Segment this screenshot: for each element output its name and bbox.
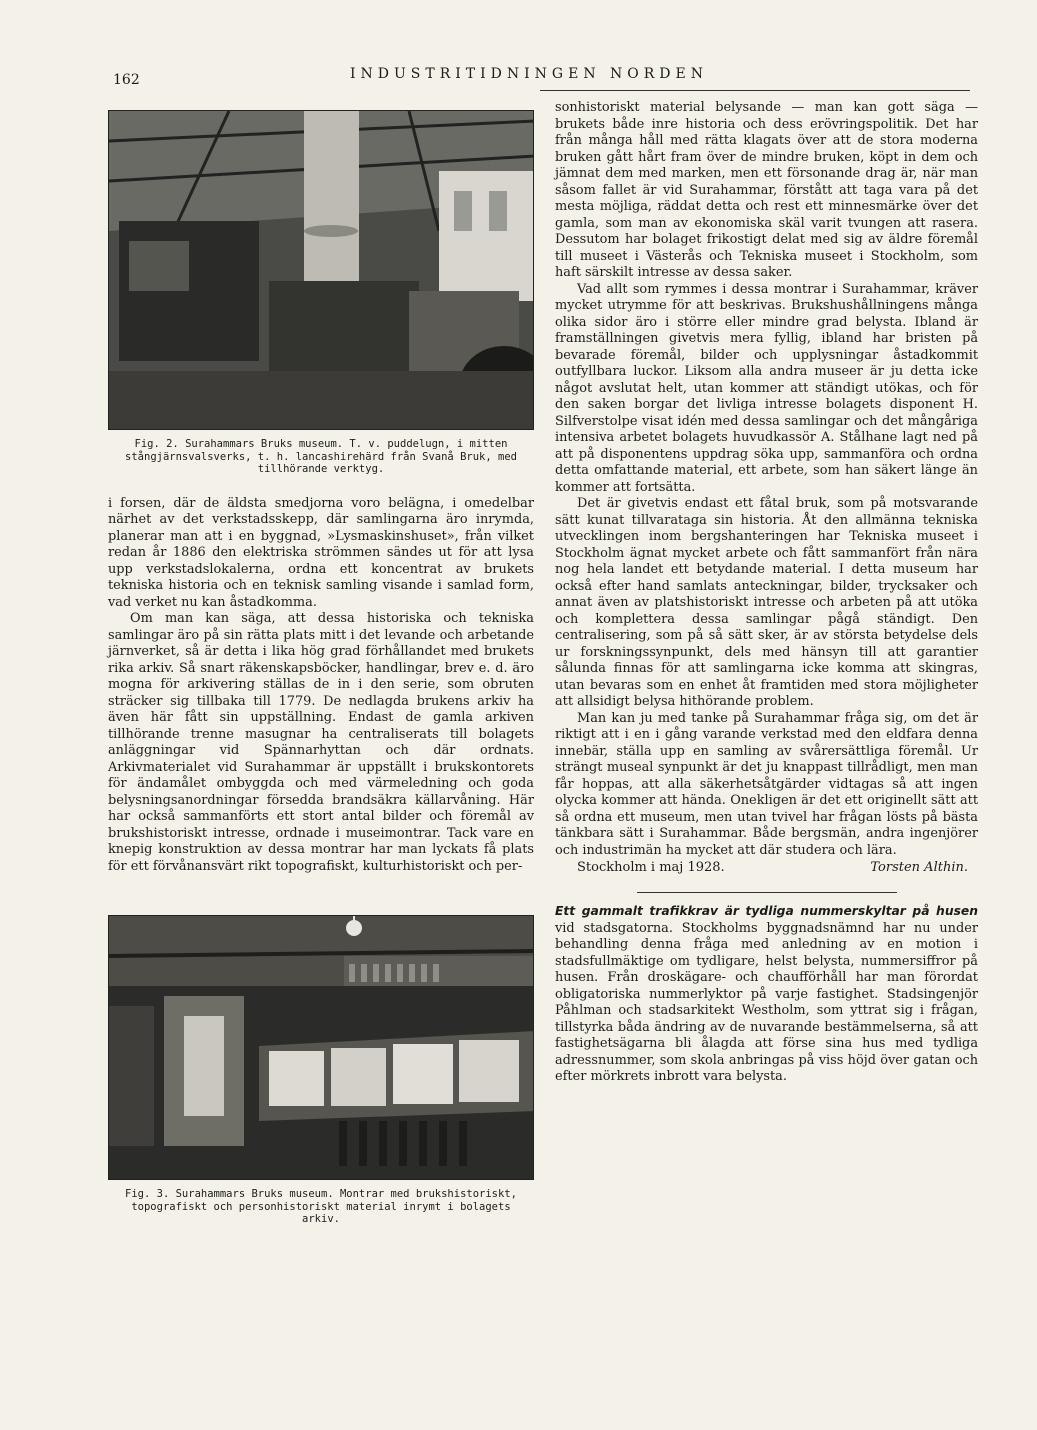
museum-showcases-image <box>109 916 534 1179</box>
page-number: 162 <box>113 72 140 88</box>
signature-line <box>555 859 978 876</box>
right-paragraph-2: Vad allt som rymmes i dessa montrar i Surahammar, kräver mycket utrymme för att beskrivas. Brukshushållningens många olika sidor äro i större eller mindre grad belysta. Ibland är framställningen givetvis mera fyllig, ibland har bristen på bevarade föremål, bilder och upplysningar åstadkommit outfyllbara luckor. Liksom alla andra museer är ju detta icke något avslutat helt, utan kommer att ständigt utökas, och för den saken borgar det livliga intresse bolagets disponent H. Silfverstolpe visat idén med dessa samlingar och det mångåriga intensiva arbetet bolagets huvudkassör A. Stålhane lagt ned på att på disponentens uppdrag söka upp, sammanföra och ordna detta omfattande material, ett arbete, som han säkert länge än kommer att fortsätta. <box>555 281 978 495</box>
right-column <box>555 100 978 1086</box>
right-body <box>555 100 978 859</box>
header-rule <box>540 90 970 91</box>
notice-text: vid stadsgatorna. Stockholms byggnadsnämnd har nu under behandling denna fråga med anledning av en motion i stadsfullmäktige om tydligare, helst belysta, nummersiffror på husen. Från droskägare- och chaufförhåll har man förordat obligatoriska nummerlyktor på varje fastighet. Stadsingenjör Påhlman och stadsarkitekt Westholm, som yttrat sig i frågan, tillstyrka båda ändring av de nuvarande bestämmelserna, så att fastighetsägarna bli ålagda att förse sina hus med tydliga adressnummer, som skola anbringas på viss höjd över gatan och efter mörkrets inbrott vara belysta. <box>555 920 978 1084</box>
running-head: INDUSTRITIDNINGEN NORDEN <box>350 66 708 82</box>
right-paragraph-1: sonhistoriskt material belysande — man kan gott säga — brukets både inre historia och dess erövringspolitik. Det har från många håll med rätta klagats över att de stora moderna bruken gått hårt fram över de mindre bruken, köpt in dem och jämnat dem med marken, men ett försonande drag är, när man såsom fallet är vid Surahammar, förstått att taga vara på det mesta möjliga, räddat detta och rest ett minnesmärke över det gamla, som man av ekonomiska skäl varit tvungen att rasera. Dessutom har bolaget frikostigt delat med sig av äldre föremål till museet i Västerås och Tekniska museet i Stockholm, som haft särskilt intresse av dessa saker. <box>555 100 978 280</box>
figure-2-photo <box>108 110 534 430</box>
notice-lead: Ett gammalt trafikkrav är tydliga nummerskyltar på husen <box>555 904 978 918</box>
place-date: Stockholm i maj 1928. <box>577 860 725 875</box>
author-name: Torsten Althin. <box>870 860 968 875</box>
left-paragraph-1: i forsen, där de äldsta smedjorna voro belägna, i omedelbar närhet av det verkstadsskepp, där samlingarna äro inrymda, planerar man att i en byggnad, »Lysmaskinshuset», från vilket redan år 1886 den elektriska strömmen sändes ut för att lysa upp verkstadslokalerna, ordna ett koncentrat av brukets tekniska historia och en teknisk samling visande i samlad form, vad verket nu kan åstadkomma. <box>108 495 534 610</box>
left-body <box>108 496 534 876</box>
left-column <box>108 110 534 1226</box>
notice-divider <box>637 892 897 893</box>
right-paragraph-4: Man kan ju med tanke på Surahammar fråga sig, om det är riktigt att i en i gång varande verkstad med den eldfara denna innebär, ställa upp en samling av svårersättliga föremål. Ur strängt museal synpunkt är det ju knappast tillrådligt, men man får hoppas, att alla säkerhetsåtgärder vidtagas så att ingen olycka kommer att hända. Onekligen är det ett originellt sätt att så ordna ett museum, men utan tvivel har frågan lösts på bästa tänkbara sätt i Surahammar. Både bergsmän, andra ingenjörer och industrimän ha mycket att där studera och lära. <box>555 710 978 858</box>
foundry-hall-image <box>109 111 534 429</box>
left-paragraph-2: Om man kan säga, att dessa historiska och tekniska samlingar äro på sin rätta plats mitt i det levande och arbetande järnverket, så är detta i lika hög grad förhållandet med brukets rika arkiv. Så snart räkenskapsböcker, handlingar, brev e. d. äro mogna för arkivering ställas de in i den serie, som obruten sträcker sig tillbaka till 1779. De nedlagda brukens arkiv ha även här fått sin uppställning. Endast de gamla arkiven tillhörande trenne masugnar ha centraliserats till bolagets anläggningar vid Spännarhyttan och där ordnats. Arkivmaterialet vid Surahammar är uppställt i brukskontorets för ändamålet ombyggda och med värmeledning och goda belysningsanordningar försedda brandsäkra källarvåning. Här har också sammanförts ett stort antal bilder och föremål av brukshistoriskt intresse, ordnade i museimontrar. Tack vare en knepig konstruktion av dessa montrar har man lyckats få plats för ett förvånansvärt rikt topografiskt, kulturhistoriskt och per- <box>108 611 534 874</box>
right-paragraph-3: Det är givetvis endast ett fåtal bruk, som på motsvarande sätt kunat tillvaratagа sin historia. Åt den allmänna tekniska utvecklingen inom bergshanteringen har Tekniska museet i Stockholm ägnat mycket arbete och fått sammanfört från nära nog hela landet ett betydande material. I detta museum har också efter hand samlats anteckningar, bilder, trycksaker och annat även av platshistoriskt intresse och arbeten på att utöka och komplettera dessa samlingar pågå ständigt. Den centralisering, som på så sätt sker, är av största betydelse dels ur forskningssynpunkt, dels med hänsyn till att garantier sålunda finnas för att samlingarna icke komma att skingras, utan bevaras som en enhet åt framtiden med stora möjligheter att allsidigt belysa hithörande problem. <box>555 496 978 709</box>
figure-3-caption: Fig. 3. Surahammars Bruks museum. Montrar med brukshistoriskt, topografiskt och personhistoriskt material inrymt i bolagets arkiv. <box>125 1188 517 1225</box>
figure-3-photo <box>108 915 534 1180</box>
traffic-notice <box>555 903 978 1086</box>
figure-2-caption: Fig. 2. Surahammars Bruks museum. T. v. puddelugn, i mitten stångjärnsvalsverks, t. h. lancashirehärd från Svanå Bruk, med tillhörande verktyg. <box>125 438 517 475</box>
